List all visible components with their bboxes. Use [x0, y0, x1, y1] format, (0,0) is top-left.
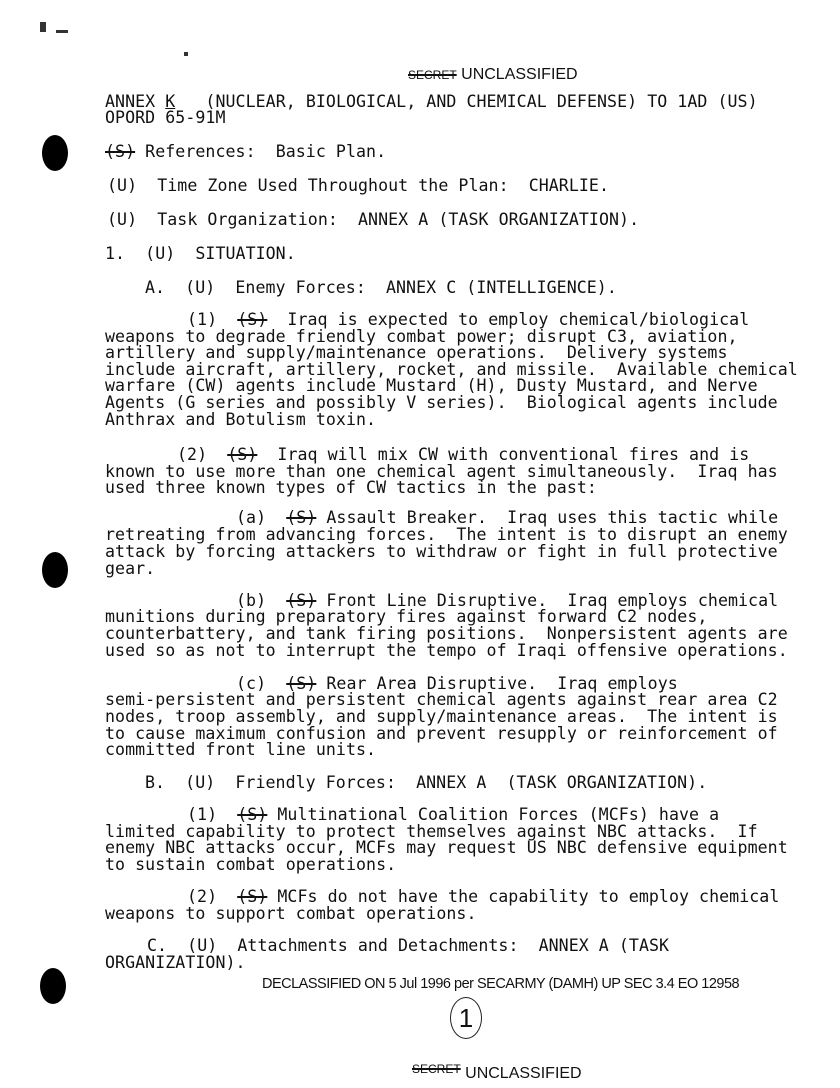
references: [105, 144, 386, 160]
time-zone: (U) Time Zone Used Throughout the Plan: CHARLIE.: [107, 176, 610, 195]
annex-letter: K: [165, 92, 176, 111]
para-line: include aircraft, artillery, rocket, and missile. Available chemical: [105, 360, 798, 379]
para-line: counterbattery, and tank firing positions. Nonpersistent agents are: [105, 624, 788, 643]
para-text: Front Line Disruptive. Iraq employs chemical: [316, 591, 779, 610]
para-number: (1): [187, 805, 238, 824]
para-number: (1): [187, 310, 238, 329]
para-number: (c): [236, 674, 287, 693]
para-line: munitions during preparatory fires against forward C2 nodes,: [105, 607, 708, 626]
struck-marking: (S): [286, 674, 317, 693]
classification-marking: UNCLASSIFIED: [461, 66, 578, 83]
para-number: (a): [236, 508, 287, 527]
title-text: (NUCLEAR, BIOLOGICAL, AND CHEMICAL DEFENSE) TO 1AD (US): [175, 92, 758, 111]
para-line: committed front line units.: [105, 740, 377, 759]
para-text: MCFs do not have the capability to employ chemical: [267, 887, 780, 906]
handwritten-page-number: [450, 997, 482, 1039]
struck-classification: SECRET: [412, 1062, 461, 1076]
declassification-stamp: DECLASSIFIED ON 5 Jul 1996 per SECARMY (DAMH) UP SEC 3.4 EO 12958: [262, 976, 740, 992]
struck-marking: (S): [237, 887, 268, 906]
scan-speck: [56, 30, 68, 33]
struck-classification: SECRET: [408, 68, 457, 82]
opord-number: OPORD 65-91M: [105, 108, 226, 127]
section-situation: 1. (U) SITUATION.: [105, 244, 296, 263]
struck-marking: (S): [286, 508, 317, 527]
classification-header: [408, 66, 578, 84]
para-line: retreating from advancing forces. The intent is to disrupt an enemy: [105, 525, 788, 544]
page-number: 1: [458, 1003, 474, 1033]
para-line: weapons to degrade friendly combat power; disrupt C3, aviation,: [105, 327, 738, 346]
para-line: used three known types of CW tactics in the past:: [105, 478, 597, 497]
para-line: warfare (CW) agents include Mustard (H), Dusty Mustard, and Nerve: [105, 376, 758, 395]
para-number: (2): [187, 887, 238, 906]
scan-speck: [40, 22, 46, 32]
para-text: Iraq will mix CW with conventional fires and is: [257, 445, 750, 464]
struck-marking: (S): [237, 805, 268, 824]
title-text: ANNEX: [105, 92, 166, 111]
classification-footer: [412, 1060, 582, 1083]
para-text: Iraq is expected to employ chemical/biological: [267, 310, 750, 329]
struck-marking: (S): [227, 445, 258, 464]
para-line: to sustain combat operations.: [105, 855, 397, 874]
paragraph-a2a: [236, 510, 778, 526]
paragraph-a1: [187, 312, 749, 328]
para-line: Anthrax and Botulism toxin.: [105, 410, 377, 429]
struck-marking: (S): [237, 310, 268, 329]
paragraph-b1: [187, 807, 719, 823]
attachments-heading: C. (U) Attachments and Detachments: ANNEX A (TASK: [147, 936, 670, 955]
para-line: to cause maximum confusion and prevent resupply or reinforcement of: [105, 724, 778, 743]
para-line: limited capability to protect themselves against NBC attacks. If: [105, 822, 758, 841]
para-line: used so as not to interrupt the tempo of Iraqi offensive operations.: [105, 641, 788, 660]
para-line: Agents (G series and possibly V series). Biological agents include: [105, 393, 778, 412]
para-line: enemy NBC attacks occur, MCFs may request US NBC defensive equipment: [105, 838, 788, 857]
paragraph-b2: [187, 889, 779, 905]
para-line: known to use more than one chemical agent simultaneously. Iraq has: [105, 462, 778, 481]
para-line: artillery and supply/maintenance operations. Delivery systems: [105, 343, 728, 362]
struck-marking: (S): [286, 591, 317, 610]
para-number: (b): [236, 591, 287, 610]
para-text: Multinational Coalition Forces (MCFs) have a: [267, 805, 720, 824]
para-line: attack by forcing attackers to withdraw or fight in full protective: [105, 542, 778, 561]
classification-marking: UNCLASSIFIED: [465, 1065, 582, 1082]
enemy-forces-heading: A. (U) Enemy Forces: ANNEX C (INTELLIGENCE).: [145, 278, 617, 297]
punch-hole-middle: [42, 552, 68, 588]
para-text: Rear Area Disruptive. Iraq employs: [316, 674, 678, 693]
struck-marking: (S): [105, 142, 136, 161]
para-number: (2): [177, 445, 228, 464]
para-text: Assault Breaker. Iraq uses this tactic while: [316, 508, 779, 527]
para-line: gear.: [105, 559, 156, 578]
attachments-continuation: ORGANIZATION).: [105, 953, 246, 972]
para-line: nodes, troop assembly, and supply/maintenance areas. The intent is: [105, 707, 778, 726]
task-organization: (U) Task Organization: ANNEX A (TASK ORGANIZATION).: [107, 210, 640, 229]
para-line: semi-persistent and persistent chemical agents against rear area C2: [105, 690, 778, 709]
friendly-forces-heading: B. (U) Friendly Forces: ANNEX A (TASK ORGANIZATION).: [145, 773, 708, 792]
punch-hole-top: [42, 135, 68, 171]
scan-speck: [184, 52, 188, 56]
para-line: weapons to support combat operations.: [105, 904, 477, 923]
punch-hole-bottom: [40, 968, 66, 1004]
paragraph-a2: [177, 447, 749, 463]
references-text: References: Basic Plan.: [135, 142, 387, 161]
